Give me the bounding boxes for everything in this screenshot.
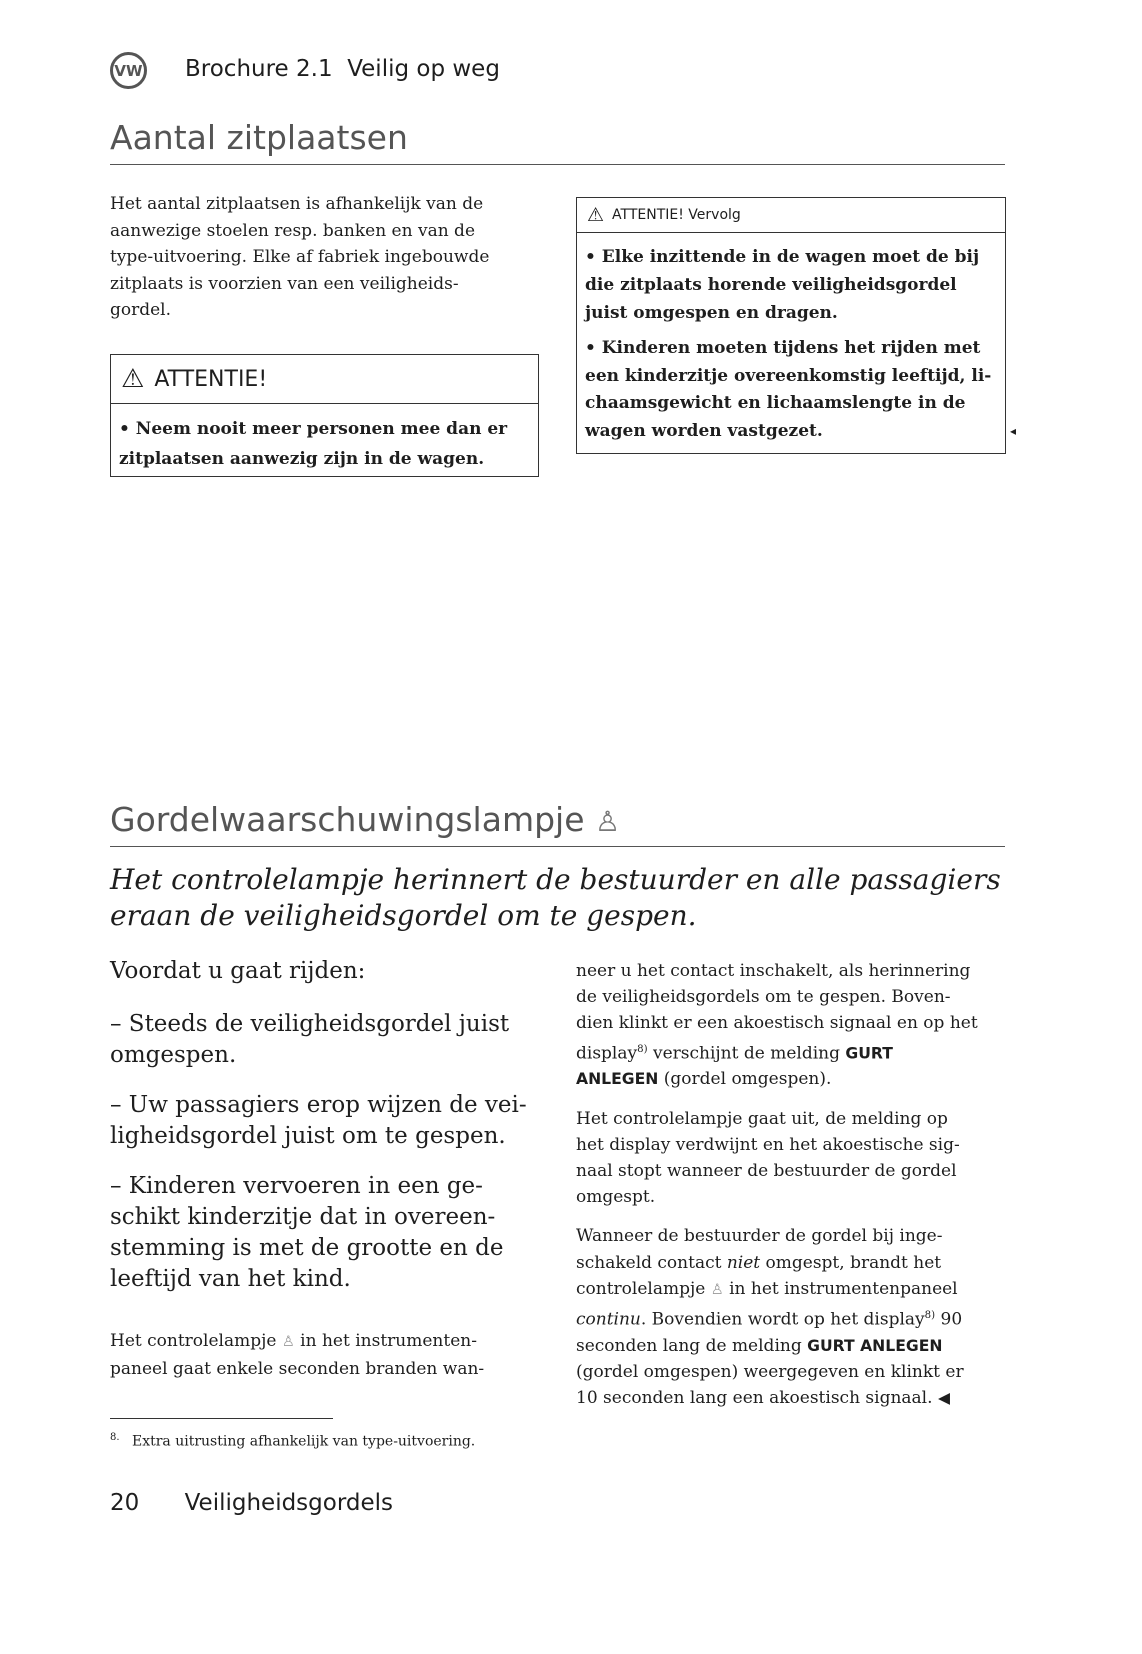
text-line — [576, 1276, 978, 1303]
right-column-text — [576, 958, 978, 1425]
text-segment: 10 seconden lang een akoestisch signaal. — [576, 1388, 938, 1409]
text-line: ligheidsgordel juist om te gespen. — [110, 1123, 506, 1149]
text-segment: het display verdwijnt en het akoestische sig- — [576, 1134, 960, 1155]
text-segment: continu — [576, 1309, 641, 1330]
text-line — [576, 984, 978, 1010]
text-line: zitplaatsen aanwezig zijn in de wagen. — [119, 449, 485, 469]
text-line: omgespen. — [110, 1042, 237, 1068]
text-segment: 8) — [637, 1043, 648, 1055]
text-line — [576, 1010, 978, 1036]
text-line: zitplaats is voorzien van een veiligheids- — [110, 273, 459, 294]
text-line: die zitplaats horende veiligheidsgordel — [585, 275, 957, 295]
paragraph — [576, 958, 978, 1093]
text-line: – Steeds de veiligheidsgordel juist — [110, 1011, 510, 1037]
text-line: chaamsgewicht en lichaamslengte in de — [585, 393, 966, 413]
text-line: – Kinderen vervoeren in een ge- — [110, 1173, 483, 1199]
seatbelt-icon: ♙ — [281, 1334, 295, 1350]
text-line — [576, 1184, 978, 1210]
seatbelt-icon: ♙ — [595, 805, 621, 838]
page-footer — [110, 1490, 393, 1516]
text-line — [576, 1158, 978, 1184]
text-line: aanwezige stoelen resp. banken en van de — [110, 220, 476, 241]
paragraph — [576, 1106, 978, 1211]
text-segment: controlelampje — [576, 1278, 711, 1299]
text-segment: niet — [726, 1252, 761, 1273]
text-segment: verschijnt de melding — [647, 1043, 846, 1064]
footnote-mark: 8. — [110, 1432, 120, 1443]
checklist-item — [110, 1171, 527, 1295]
text-line — [110, 1356, 484, 1383]
text-line: • Kinderen moeten tijdens het rijden met — [585, 338, 981, 358]
text-segment: naal stopt wanneer de bestuurder de gordel — [576, 1161, 957, 1182]
text-segment: . Bovendien wordt op het display — [640, 1309, 925, 1330]
footnote — [110, 1432, 475, 1450]
text-segment: display — [576, 1043, 638, 1064]
text-segment: Het controlelampje gaat uit, de melding op — [576, 1108, 948, 1129]
warning-triangle-icon: ⚠ — [121, 364, 145, 394]
left-small-text — [110, 1328, 484, 1383]
text-segment: GURT ANLEGEN — [807, 1335, 943, 1355]
text-line: Het aantal zitplaatsen is afhankelijk van de — [110, 194, 484, 214]
text-line: juist omgespen en dragen. — [585, 303, 838, 323]
text-segment: 90 — [935, 1309, 963, 1330]
text-segment: ◀ — [937, 1388, 950, 1408]
text-line: gordel. — [110, 300, 172, 320]
text-line: eraan de veiligheidsgordel om te gespen. — [110, 899, 697, 932]
checklist — [110, 1009, 527, 1314]
text-segment: Wanneer de bestuurder de gordel bij inge- — [576, 1226, 943, 1247]
text-line: • Elke inzittende in de wagen moet de bij — [585, 247, 980, 267]
text-segment: paneel gaat enkele seconden branden wan- — [110, 1359, 485, 1379]
text-line — [576, 1385, 978, 1411]
section-title-text: Gordelwaarschuwingslampje — [110, 800, 585, 839]
text-line — [576, 1303, 978, 1333]
text-segment: omgespt. — [576, 1187, 656, 1208]
text-segment: ANLEGEN — [576, 1069, 659, 1089]
chapter-name: Veiligheidsgordels — [184, 1490, 394, 1516]
section-title-seats: Aantal zitplaatsen — [110, 118, 408, 157]
text-segment: neer u het contact inschakelt, als herinnering — [576, 961, 971, 981]
warning-box — [110, 354, 539, 477]
text-segment: dien klinkt er een akoestisch signaal en op het — [576, 1013, 978, 1034]
section-rule — [110, 164, 1005, 165]
warning-title: ATTENTIE! — [154, 366, 268, 392]
text-line — [576, 1250, 978, 1276]
text-segment: (gordel omgespen). — [658, 1069, 832, 1090]
text-segment: Het controlelampje — [110, 1331, 282, 1351]
warning-continued-box — [576, 197, 1006, 454]
text-line: schikt kinderzitje dat in overeen- — [110, 1204, 496, 1230]
text-segment: in het instrumentenpaneel — [723, 1278, 958, 1299]
text-line: een kinderzitje overeenkomstig leeftijd, li- — [585, 365, 992, 386]
text-segment: (gordel omgespen) weergegeven en klinkt er — [576, 1362, 964, 1383]
text-line — [110, 1328, 484, 1356]
header-title: Brochure 2.1 Veilig op weg — [185, 56, 500, 82]
text-segment: schakeld contact — [576, 1252, 727, 1273]
vw-logo — [110, 52, 147, 89]
text-segment: seconden lang de melding — [576, 1335, 808, 1356]
page-number: 20 — [110, 1490, 140, 1516]
continue-marker: ◂ — [1010, 424, 1017, 438]
text-line — [576, 1066, 978, 1092]
text-segment: GURT — [845, 1043, 893, 1063]
text-segment: in het instrumenten- — [294, 1331, 477, 1351]
text-line: stemming is met de grootte en de — [110, 1235, 504, 1261]
footnote-rule — [110, 1418, 333, 1419]
text-line: – Uw passagiers erop wijzen de vei- — [110, 1092, 527, 1118]
checklist-item — [110, 1090, 527, 1152]
vw-logo-text: VW — [114, 61, 143, 80]
section-rule — [110, 846, 1005, 847]
warning-triangle-icon: ⚠ — [587, 204, 605, 226]
paragraph — [576, 1223, 978, 1411]
text-line: leeftijd van het kind. — [110, 1266, 351, 1292]
text-line — [576, 958, 978, 984]
text-line: Het controlelampje herinnert de bestuurder en alle passagiers — [110, 863, 1001, 896]
text-line — [576, 1106, 978, 1132]
text-line: wagen worden vastgezet. — [585, 420, 823, 441]
seats-body-text — [110, 191, 489, 324]
text-segment: omgespt, brandt het — [760, 1252, 942, 1273]
text-line — [576, 1037, 978, 1067]
section-title-belt-warning — [110, 800, 620, 839]
text-segment: 8) — [924, 1310, 936, 1322]
footnote-text: Extra uitrusting afhankelijk van type-uitvoering. — [132, 1433, 476, 1450]
text-line: • Neem nooit meer personen mee dan er — [119, 419, 508, 439]
text-line — [576, 1132, 978, 1158]
intro-text: Voordat u gaat rijden: — [110, 958, 366, 984]
text-line: type-uitvoering. Elke af fabriek ingebouwde — [110, 247, 490, 267]
text-segment: de veiligheidsgordels om te gespen. Boven- — [576, 987, 951, 1008]
text-line — [576, 1223, 978, 1249]
section-subtitle — [110, 862, 1001, 934]
text-line — [576, 1333, 978, 1359]
text-line — [576, 1359, 978, 1385]
warning-continued-title: ATTENTIE! Vervolg — [612, 207, 741, 223]
checklist-item — [110, 1009, 527, 1071]
seatbelt-icon: ♙ — [710, 1281, 724, 1298]
